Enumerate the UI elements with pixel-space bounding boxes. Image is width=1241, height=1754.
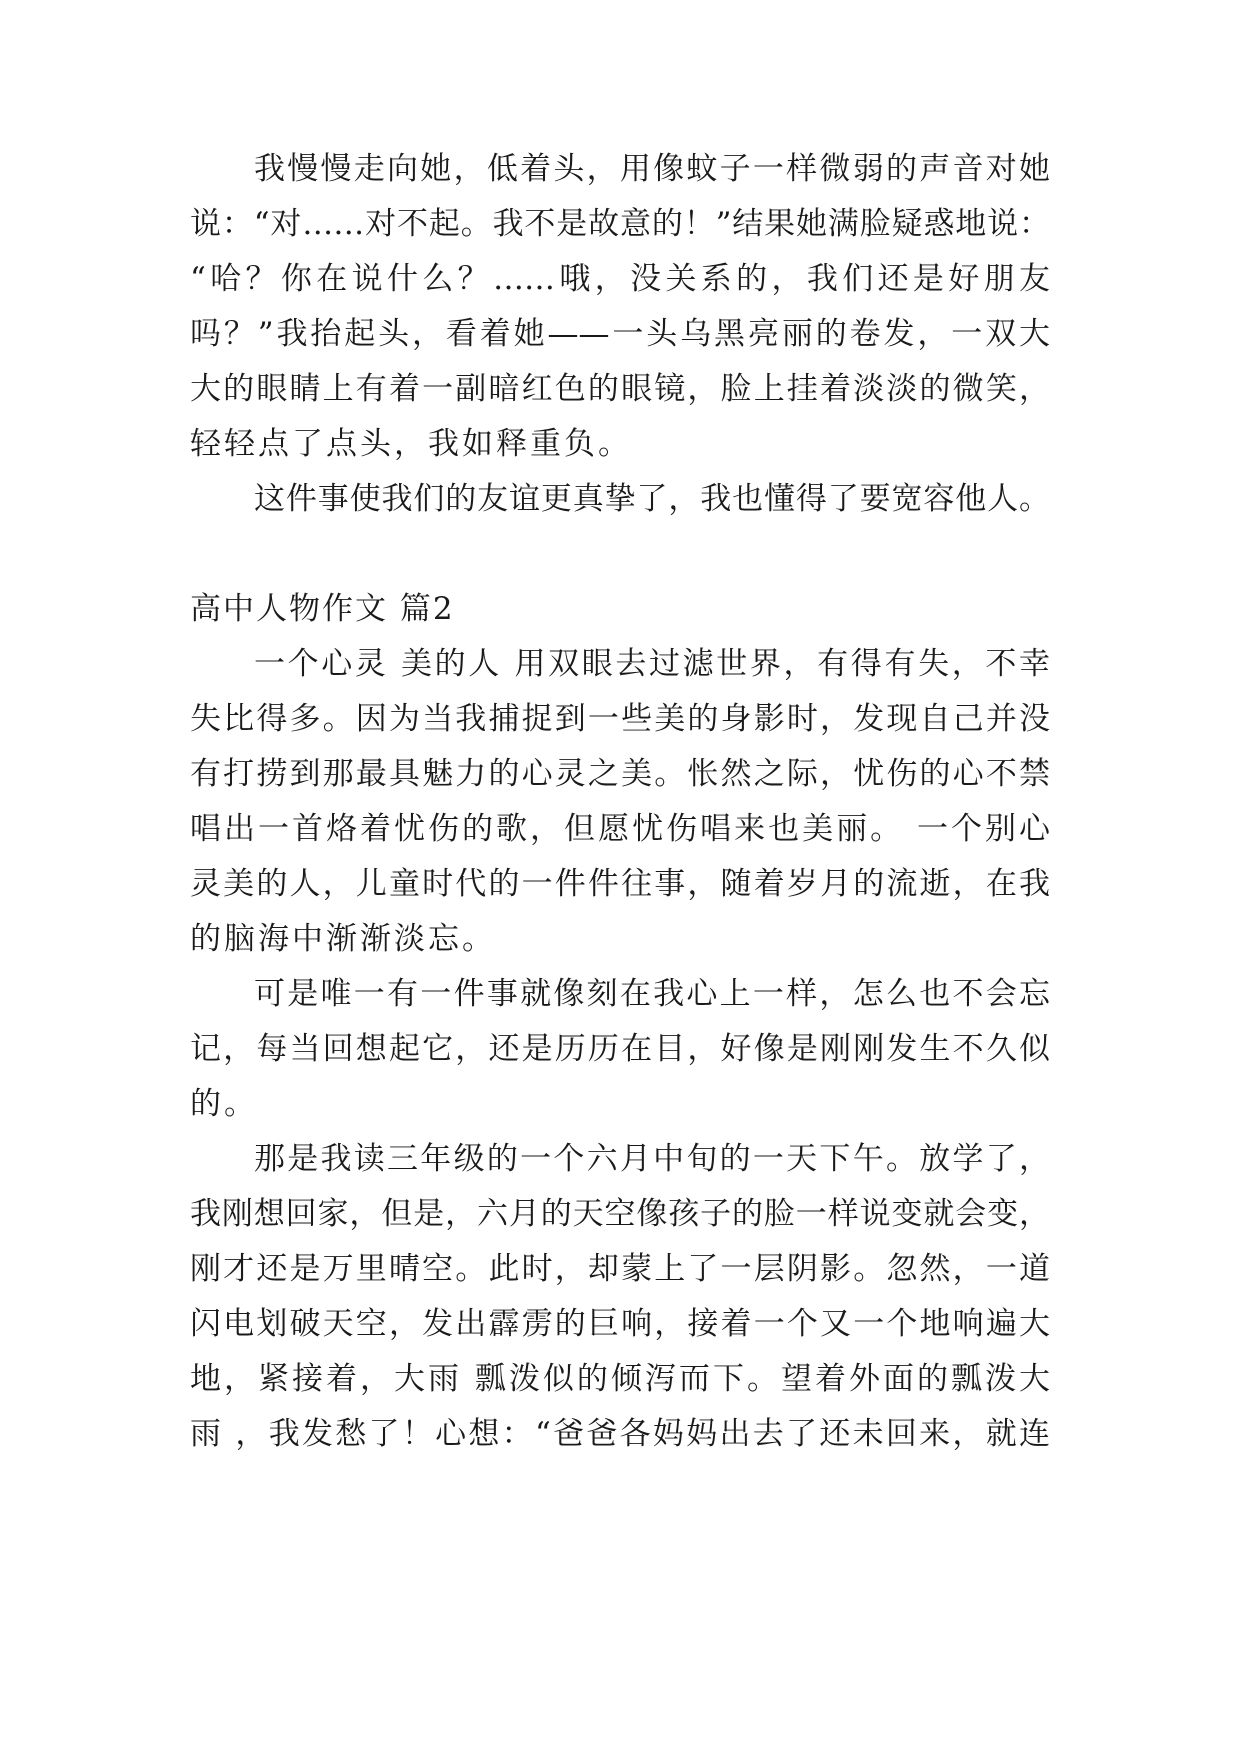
text-line: 大的眼睛上有着一副暗红色的眼镜，脸上挂着淡淡的微笑， xyxy=(190,371,1050,407)
text-line: 有打捞到那最具魅力的心灵之美。怅然之际，忧伤的心不禁 xyxy=(190,756,1050,792)
text-line: 我慢慢走向她，低着头，用像蚊子一样微弱的声音对她 xyxy=(254,151,1050,187)
text-line: “哈？你在说什么？……哦，没关系的，我们还是好朋友 xyxy=(190,261,1050,297)
text-line: 的脑海中渐渐淡忘。 xyxy=(190,921,496,957)
text-line: 闪电划破天空，发出霹雳的巨响，接着一个又一个地响遍大 xyxy=(190,1306,1050,1342)
text-line: 灵美的人，儿童时代的一件件往事，随着岁月的流逝，在我 xyxy=(190,866,1050,902)
text-line: 吗？”我抬起头，看着她——一头乌黑亮丽的卷发，一双大 xyxy=(190,316,1050,352)
text-line: 可是唯一有一件事就像刻在我心上一样，怎么也不会忘 xyxy=(254,976,1050,1012)
text-line: 一个心灵 美的人 用双眼去过滤世界，有得有失，不幸 xyxy=(254,646,1050,682)
text-line: 地，紧接着，大雨 瓢泼似的倾泻而下。望着外面的瓢泼大 xyxy=(190,1361,1050,1397)
text-line: 轻轻点了点头，我如释重负。 xyxy=(190,426,632,462)
text-line: 雨 ，我发愁了！心想：“爸爸各妈妈出去了还未回来，就连 xyxy=(190,1416,1050,1452)
text-line: 唱出一首烙着忧伤的歌，但愿忧伤唱来也美丽。 一个别心 xyxy=(190,811,1050,847)
text-line: 那是我读三年级的一个六月中旬的一天下午。放学了， xyxy=(254,1141,1050,1177)
text-line: 我刚想回家，但是，六月的天空像孩子的脸一样说变就会变， xyxy=(190,1196,1050,1232)
text-line: 记，每当回想起它，还是历历在目，好像是刚刚发生不久似 xyxy=(190,1031,1050,1067)
text-line: 这件事使我们的友谊更真挚了，我也懂得了要宽容他人。 xyxy=(254,481,1050,517)
text-line: 说：“对……对不起。我不是故意的！”结果她满脸疑惑地说： xyxy=(190,206,1050,242)
text-line: 刚才还是万里晴空。此时，却蒙上了一层阴影。忽然，一道 xyxy=(190,1251,1050,1287)
text-line: 失比得多。因为当我捕捉到一些美的身影时，发现自己并没 xyxy=(190,701,1050,737)
section-heading: 高中人物作文 篇2 xyxy=(190,591,455,627)
text-line: 的。 xyxy=(190,1086,258,1122)
